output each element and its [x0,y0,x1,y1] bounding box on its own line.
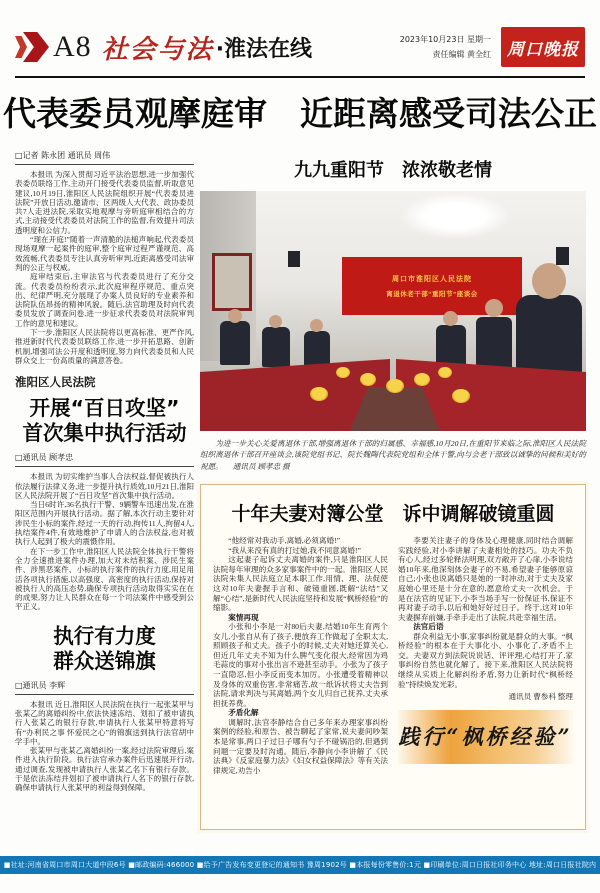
photo-story-headline: 九九重阳节 浓浓敬老情 [294,160,492,181]
paragraph: 张某甲与张某乙离婚纠纷一案,经过法院审理后,案件进入执行阶段。执行法官承办案件后迅速展开行动,通过调查,发现被申请执行人张某乙名下有银行存款。于是依法冻结并划扣了被申请执行人名下的银行存款,确保申请执行人张某甲的利益得到保障。 [15,746,194,793]
calligraphy-banner: 践行“枫桥经验” [398,710,573,764]
paragraph: 当日6时许,36名执行干警、9辆警车迅速出发,在淮阳区范围内开展执行活动。据了解,本次行动主要针对涉民生小标的案件,经过一天的行动,拘传11人,拘留4人,执结案件4件,有效地维护了申请人的合法权益,也对被执行人起到了极大的震慑作用。 [15,500,194,547]
flower-decoration [386,379,404,393]
flower-decoration [438,367,452,378]
issue-meta [400,32,491,62]
banner-line1: 周口市淮阳区人民法院 [392,275,472,283]
date-line: 2023年10月23日 星期一 [399,34,491,44]
wall-speaker [556,247,569,265]
attendee-head [228,309,242,323]
header-rule [15,76,585,78]
main-headline: 代表委员观摩庭审 近距离感受司法公正 [3,94,597,133]
photo-caption: 为进一步关心关爱离退休干部,增强离退休干部的归属感、幸福感,10月20日,在重阳节来临之际,淮阳区人民法院组织离退休干部召开座谈会,该院党组书记、院长魏陶代表院党组和全体干警,向与会老干部致以诚挚的问候和美好的祝愿。 通讯员 顾孝忠 摄 [200,439,586,471]
meeting-photo [200,191,586,431]
chevron-icon [15,36,27,58]
flower-decoration [414,373,430,386]
attendee-figure [304,331,330,367]
newspaper-masthead: 周口晚报 [501,27,585,67]
subhead: 矛盾化解 [228,708,259,718]
attendee-head [310,319,323,332]
article3-byline: □通讯员 李辉 [15,680,194,695]
imprint-footer: ■社址:河南省周口市周口大道中段6号 ■邮政编码:466000 ■给予广告发布变更登记的通知书 豫周1902号 ■本报每份零售价:1元 ■印刷单位:周口日报社印务中心 地址:周口日报社院内 [0,856,600,874]
flower-decoration [336,367,350,378]
paragraph: 李要关注妻子的身体及心理健康,同时结合调解实践经验,对小李讲解了夫妻相处的技巧。功夫不负有心人,经过多轮释法明理,双方敞开了心扉,小李说结婚10年来,他深刻体会妻子的不易,希望妻子能够原谅自己;小张也说离婚只是她的一时冲动,对于丈夫及家庭她心里还是十分在意的,愿意给丈夫一次机会。于是在法官的见证下,小李当场手写一份保证书,保证不再对妻子动手,以后和她好好过日子。终于,这对10年夫妻摒弃前嫌,手牵手走出了法院,共赴幸福生活。 [398,536,573,622]
paragraph: 本报讯 近日,淮阳区人民法院在执行一起张某甲与张某乙的离婚纠纷中,依法快速冻结、划扣了被申请执行人张某乙的银行存款,申请执行人张某甲特意将写有“办利民之事 怀爱民之心”的锦旗送到执行法官胡中学手中。 [15,699,194,746]
subhead: 案情再现 [228,612,259,622]
paragraph: 这起妻子起诉丈夫离婚的案件,只是淮阳区人民法院每年审理的众多家事案件中的一起。淮阳区人民法院朱集人民法庭立足本职工作,用情、理、法促使这对10年夫妻握手言和、破镜重圆,既解“法结”又解“心结”,是新时代人民法庭坚持和发展“枫桥经验”的缩影。 [213,555,388,613]
edition-number: A8 [53,30,92,63]
flower-decoration [360,373,376,386]
dialogue-line: “他经常对我动手,离婚,必须离婚!” [228,536,340,546]
article1-body [15,170,194,365]
article2-kicker: 淮阳区人民法院 [15,375,96,390]
paragraph: 群众利益无小事,家事纠纷就是群众的大事。“枫桥经验”的根本在于大事化小、小事化了,矛盾不上交。夫妻双方到法院说说话、评评理,心结打开了,家事纠纷自然也就化解了。接下来,淮阳区人民法院将继续从实质上化解纠纷矛盾,努力让新时代“枫桥经验”持续焕发光彩。 [398,631,573,689]
attendee-figure [220,321,250,365]
masthead-arrow-icon [15,30,49,64]
photo-window [212,253,252,311]
dialogue-line: “我从来没有真的打过她,我不同意离婚!” [228,545,361,555]
paragraph: 下一步,淮阳区人民法院将以更高标准、更严作风,推进新时代代表委员联络工作,进一步开拓思路、创新机制,增强司法公开度和透明度,努力向代表委员和人民群众交上一份高质量的满意答卷。 [15,328,194,365]
paragraph: 本报讯 为切实维护当事人合法权益,督促被执行人依法履行法律义务,进一步提升执行质效,10月21日,淮阳区人民法院开展了“百日攻坚”首次集中执行活动。 [15,472,194,500]
right-column [200,156,586,830]
section-title: ·淮法在线 [215,36,313,62]
banner-line2: 离退休老干部“重阳节”座谈会 [386,291,478,298]
page-header [15,20,585,74]
paragraph: “现在开庭!”随着一声清脆的法槌声响起,代表委员现场观摩一起案件的庭审,整个庭审过程严谨规范、高效流畅,代表委员专注认真旁听审判,近距离感受司法审判的公正与权威。 [15,235,194,272]
attendee-figure [476,317,512,371]
boxed-story [200,484,586,830]
paragraph: 本报讯 为深入贯彻习近平法治思想,进一步加强代表委员联络工作,主动开门接受代表委员监督,听取意见建议,10月19日,淮阳区人民法院组织开展“代表委员进法院”开放日活动,邀请市、区两级人大代表、政协委员共7人走进法院,采取实地观摩与旁听庭审相结合的方式,主动接受代表委员对法院工作的监督,有效提升司法透明度和公信力。 [15,170,194,235]
flower-decoration [310,387,328,401]
paragraph: 调解时,法官李静结合自己多年来办理家事纠纷案例的经验,和原告、被告聊起了家常,说夫妻间吵架本是常事,两口子过日子哪有勺子不碰锅沿的,但遇到问题一定要及时沟通。随后,李静向小李讲解了《民法典》《反家庭暴力法》《妇女权益保障法》等有关法律规定,劝告小 [213,717,388,775]
section-title-script: 社会与法 [101,34,214,65]
wall-speaker [288,251,300,267]
boxed-story-col1 [213,536,388,775]
attendee-head [269,315,282,328]
paragraph: 在下一步工作中,淮阳区人民法院全体执行干警将全力全速推进案件办理,加大对未结积案、涉民生案件、涉黑恶案件、小标的执行案件的执行力度,用足用活各项执行措施,以高强度、高密度的执行活动,保持对被执行人的高压态势,确保专项执行活动取得实实在在的成果,努力让人民群众在每一个司法案件中感受到公平正义。 [15,546,194,612]
flower-decoration [452,389,470,403]
boxed-story-credit: 通讯员 曹参科 整理 [508,692,573,702]
paragraph: 小张和小李是一对80后夫妻,结婚10年生育两个女儿,小张自从有了孩子,便放弃工作做起了全职太太,照顾孩子和丈夫。孩子小的时候,丈夫对她还算关心,但近几年丈夫不知为什么脾气变化很大,经常因为鸡毛蒜皮的事对小张出言不逊甚至动手。小张为了孩子一直隐忍,但小李反而变本加厉。小张遭受着精神以及身体的双重伤害,非常痛苦,故一纸诉状将丈夫告到法院,请求判决与其离婚,两个女儿归自己抚养,丈夫承担抚养费。 [213,622,388,708]
article3-headline: 执行有力度 群众送锦旗 [53,623,156,673]
editor-line: 责任编辑 黄全红 [432,50,491,59]
subhead: 法官后语 [413,622,444,632]
left-column [15,150,194,793]
photo-credit: 通讯员 顾孝忠 摄 [232,461,290,471]
paragraph: 庭审结束后,主审法官与代表委员进行了充分交流。代表委员纷纷表示,此次庭审程序规范、重点突出、纪律严明,充分展现了办案人员良好的专业素养和法院队伍昂扬的精神风貌。随后,法官助理及时向代表委员发放了调查问卷,进一步征求代表委员对法院审判工作的意见和建议。 [15,272,194,328]
article3-body [15,700,194,793]
article2-body [15,472,194,611]
attendee-head [443,311,458,326]
article2-byline: □通讯员 顾孝忠 [15,452,194,467]
attendee-head [532,263,566,299]
ceiling-light [400,193,510,239]
article2-headline: 开展“百日攻坚” 首次集中执行活动 [22,396,187,446]
boxed-story-col2 [398,536,573,775]
attendee-figure [262,327,290,367]
attendee-head [485,299,503,317]
article1-byline: □记者 陈永团 通讯员 周伟 [15,150,194,165]
boxed-story-headline: 十年夫妻对簿公堂 诉中调解破镜重圆 [231,503,555,526]
